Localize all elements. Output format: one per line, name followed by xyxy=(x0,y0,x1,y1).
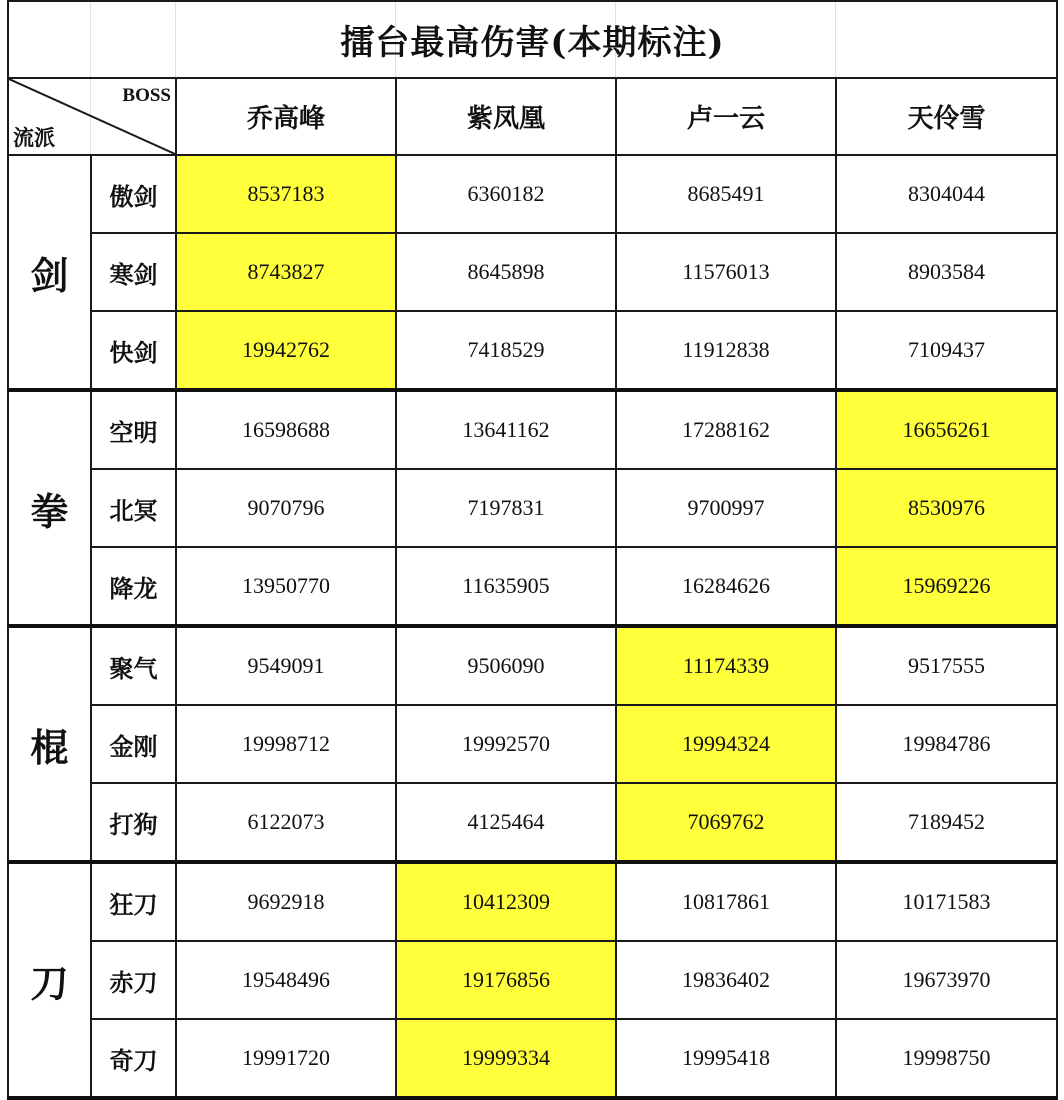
damage-cell[interactable]: 19995418 xyxy=(616,1019,836,1098)
school-category-cell[interactable]: 棍 xyxy=(8,626,91,862)
table-row xyxy=(8,862,1057,941)
damage-cell-highlighted[interactable]: 8537183 xyxy=(176,155,396,233)
damage-cell-highlighted[interactable]: 15969226 xyxy=(836,547,1057,626)
style-name-cell[interactable]: 寒剑 xyxy=(91,233,176,311)
damage-cell[interactable]: 9506090 xyxy=(396,626,616,705)
damage-cell[interactable]: 9549091 xyxy=(176,626,396,705)
damage-cell[interactable]: 8645898 xyxy=(396,233,616,311)
table-row xyxy=(8,469,1057,547)
damage-cell[interactable]: 10171583 xyxy=(836,862,1057,941)
damage-cell[interactable]: 9700997 xyxy=(616,469,836,547)
damage-cell-highlighted[interactable]: 7069762 xyxy=(616,783,836,862)
damage-cell[interactable]: 11912838 xyxy=(616,311,836,390)
damage-cell-highlighted[interactable]: 11174339 xyxy=(616,626,836,705)
damage-cell[interactable]: 8304044 xyxy=(836,155,1057,233)
damage-cell[interactable]: 8685491 xyxy=(616,155,836,233)
damage-cell[interactable]: 19998750 xyxy=(836,1019,1057,1098)
corner-header-cell[interactable] xyxy=(8,78,176,155)
damage-cell-highlighted[interactable]: 19942762 xyxy=(176,311,396,390)
damage-cell[interactable]: 19998712 xyxy=(176,705,396,783)
damage-cell[interactable]: 10817861 xyxy=(616,862,836,941)
boss-header[interactable]: 天伶雪 xyxy=(836,78,1057,155)
damage-cell[interactable]: 19992570 xyxy=(396,705,616,783)
table-row xyxy=(8,547,1057,626)
damage-cell-highlighted[interactable]: 10412309 xyxy=(396,862,616,941)
corner-school-label: 流派 xyxy=(13,125,55,150)
school-category-cell[interactable]: 刀 xyxy=(8,862,91,1098)
damage-cell[interactable]: 13641162 xyxy=(396,390,616,469)
style-name-cell[interactable]: 降龙 xyxy=(91,547,176,626)
damage-cell[interactable]: 16598688 xyxy=(176,390,396,469)
damage-cell-highlighted[interactable]: 19176856 xyxy=(396,941,616,1019)
damage-cell[interactable]: 7418529 xyxy=(396,311,616,390)
boss-header[interactable]: 卢一云 xyxy=(616,78,836,155)
damage-cell-highlighted[interactable]: 19994324 xyxy=(616,705,836,783)
damage-cell-highlighted[interactable]: 8530976 xyxy=(836,469,1057,547)
table-row xyxy=(8,705,1057,783)
damage-cell[interactable]: 11635905 xyxy=(396,547,616,626)
damage-cell[interactable]: 9070796 xyxy=(176,469,396,547)
table-row xyxy=(8,783,1057,862)
style-name-cell[interactable]: 狂刀 xyxy=(91,862,176,941)
table-row xyxy=(8,1019,1057,1098)
boss-header[interactable]: 乔高峰 xyxy=(176,78,396,155)
damage-cell[interactable]: 19991720 xyxy=(176,1019,396,1098)
style-name-cell[interactable]: 北冥 xyxy=(91,469,176,547)
damage-cell[interactable]: 19984786 xyxy=(836,705,1057,783)
damage-cell[interactable]: 19836402 xyxy=(616,941,836,1019)
boss-header[interactable]: 紫凤凰 xyxy=(396,78,616,155)
damage-cell[interactable]: 19548496 xyxy=(176,941,396,1019)
damage-cell[interactable]: 9517555 xyxy=(836,626,1057,705)
damage-cell-highlighted[interactable]: 16656261 xyxy=(836,390,1057,469)
style-name-cell[interactable]: 打狗 xyxy=(91,783,176,862)
damage-cell[interactable]: 7189452 xyxy=(836,783,1057,862)
damage-cell[interactable]: 9692918 xyxy=(176,862,396,941)
table-title: 擂台最高伤害(本期标注) xyxy=(340,23,725,63)
damage-cell[interactable]: 8903584 xyxy=(836,233,1057,311)
damage-cell[interactable]: 7197831 xyxy=(396,469,616,547)
table-row xyxy=(8,233,1057,311)
damage-cell[interactable]: 11576013 xyxy=(616,233,836,311)
damage-cell[interactable]: 7109437 xyxy=(836,311,1057,390)
damage-cell[interactable]: 16284626 xyxy=(616,547,836,626)
style-name-cell[interactable]: 金刚 xyxy=(91,705,176,783)
table-row xyxy=(8,941,1057,1019)
table-title-cell[interactable] xyxy=(8,1,1057,78)
damage-cell[interactable]: 4125464 xyxy=(396,783,616,862)
damage-cell[interactable]: 13950770 xyxy=(176,547,396,626)
damage-cell-highlighted[interactable]: 8743827 xyxy=(176,233,396,311)
style-name-cell[interactable]: 快剑 xyxy=(91,311,176,390)
style-name-cell[interactable]: 空明 xyxy=(91,390,176,469)
table-row xyxy=(8,155,1057,233)
school-category-cell[interactable]: 剑 xyxy=(8,155,91,390)
damage-cell[interactable]: 19673970 xyxy=(836,941,1057,1019)
table-row xyxy=(8,626,1057,705)
school-category-cell[interactable]: 拳 xyxy=(8,390,91,626)
style-name-cell[interactable]: 傲剑 xyxy=(91,155,176,233)
damage-cell[interactable]: 6122073 xyxy=(176,783,396,862)
corner-boss-label: BOSS xyxy=(122,85,171,106)
style-name-cell[interactable]: 奇刀 xyxy=(91,1019,176,1098)
damage-cell[interactable]: 17288162 xyxy=(616,390,836,469)
damage-cell-highlighted[interactable]: 19999334 xyxy=(396,1019,616,1098)
damage-table xyxy=(7,0,1058,1100)
damage-cell[interactable]: 6360182 xyxy=(396,155,616,233)
style-name-cell[interactable]: 赤刀 xyxy=(91,941,176,1019)
table-row xyxy=(8,390,1057,469)
table-row xyxy=(8,311,1057,390)
style-name-cell[interactable]: 聚气 xyxy=(91,626,176,705)
